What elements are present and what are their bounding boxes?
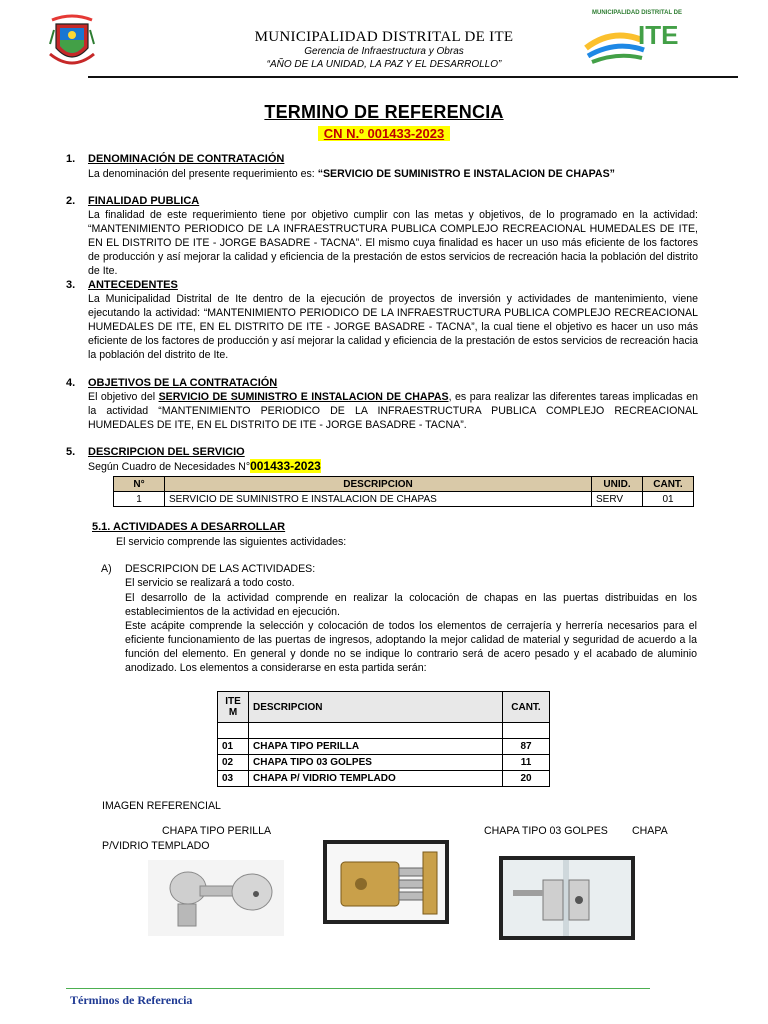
elements-table [217, 691, 550, 787]
table-row [218, 739, 550, 755]
table-row [218, 771, 550, 787]
spacer-row [218, 723, 550, 739]
document-title: TERMINO DE REFERENCIA [264, 102, 504, 122]
footer-text: Términos de Referencia [70, 993, 193, 1007]
cuadro-necesidades [88, 459, 321, 474]
section-1-service-name: “SERVICIO DE SUMINISTRO E INSTALACION DE CHAPAS” [317, 168, 615, 180]
col-header-quantity: CANT. [643, 477, 694, 492]
table-row [114, 492, 694, 507]
section-2-text: La finalidad de este requerimiento tiene por objetivo cumplir con las metas y objetivos, de lo programado en la actividad: “MANTENIMIENTO PERIODICO DE LA INFRAESTRUCTURA PUBLICA COMPLEJO RECREACIONAL HUMEDALES DE ITE, EN EL DISTRITO DE ITE - JORGE BASADRE - TACNA”. El mismo cuya finalidad es hacer un uso más eficiente de los factores de producción y así mejorar la calidad y eficiencia de la prestación de estos servicios de recreación hacia la población del distrito de Ite. [88, 209, 698, 277]
cell-desc: CHAPA TIPO 03 GOLPES [249, 755, 503, 771]
image-caption-3b: P/VIDRIO TEMPLADO [102, 840, 210, 852]
col-header-item [218, 692, 249, 723]
header-motto: “AÑO DE LA UNIDAD, LA PAZ Y EL DESARROLLO” [266, 59, 502, 70]
activity-p2: El desarrollo de la actividad comprende en realizar la colocación de chapas en las puertas distribuidas en los establecimientos de la actividad en ejecución. [125, 592, 697, 618]
knob-lock-image [148, 860, 284, 936]
header-title: MUNICIPALIDAD DISTRITAL DE ITE [254, 29, 514, 45]
cell-item: 01 [218, 739, 249, 755]
section-2-heading: FINALIDAD PUBLICA [88, 195, 200, 207]
header-divider [88, 76, 738, 78]
glass-door-lock-image [499, 856, 635, 940]
service-table [113, 476, 694, 507]
section-4-text [88, 390, 698, 432]
section-5-number: 5. [66, 446, 76, 458]
image-caption-1: CHAPA TIPO PERILLA [162, 825, 272, 837]
col-header-description: DESCRIPCION [165, 477, 592, 492]
section-4-text-rest: , es para realizar las diferentes tareas implicadas en la actividad “MANTENIMIENTO PERIODICO DE LA INFRAESTRUCTURA PUBLICA COMPLEJO RECREACIONAL HUMEDALES DE ITE, EN EL DISTRITO DE ITE - JORGE BASADRE - TACNA”. [88, 391, 698, 431]
section-4-number: 4. [66, 377, 76, 389]
cuadro-label: Según Cuadro de Necesidades N° [88, 461, 251, 473]
service-table-header [114, 477, 694, 492]
col-header-unit: UNID. [592, 477, 643, 492]
subsection-5-1-title: 5.1. ACTIVIDADES A DESARROLLAR [92, 521, 286, 533]
activity-a-heading: DESCRIPCION DE LAS ACTIVIDADES: [125, 563, 316, 575]
section-2-number: 2. [66, 195, 76, 207]
section-4-text-lead: El objetivo del [88, 391, 159, 403]
cell-cant: 11 [503, 755, 550, 771]
section-1-text [88, 167, 698, 181]
table-row [218, 755, 550, 771]
image-caption-3a: CHAPA [632, 825, 668, 837]
cell-cant: 87 [503, 739, 550, 755]
section-1-text-lead: La denominación del presente requerimiento es: [88, 168, 318, 180]
ite-logo-top-text: MUNICIPALIDAD DISTRITAL DE [592, 10, 682, 16]
footer-divider [66, 988, 650, 989]
col-header-desc: DESCRIPCION [249, 692, 503, 723]
deadbolt-lock-image [323, 840, 449, 924]
section-4-heading: OBJETIVOS DE LA CONTRATACIÓN [88, 377, 278, 389]
section-3-text: La Municipalidad Distrital de Ite dentro de la ejecución de proyectos de inversión y actividades de mantenimiento, viene ejecutando la actividad: “MANTENIMIENTO PERIODICO DE LA INFRAESTRUCTURA PUBLICA COMPLEJO RECREACIONAL HUMEDALES DE ITE, EN EL DISTRITO DE ITE - JORGE BASADRE - TACNA”, la cual tiene el objetivo es hacer un uso más eficiente de los factores de producción y así mejorar la calidad y eficiencia de la prestación de estos servicios de recreación hacia la población del distrito de Ite. [88, 293, 698, 361]
cell-desc: CHAPA TIPO PERILLA [249, 739, 503, 755]
col-header-item-text: ITEM [225, 696, 241, 718]
section-5-heading: DESCRIPCION DEL SERVICIO [88, 446, 245, 458]
header-subtitle: Gerencia de Infraestructura y Obras [304, 46, 464, 57]
cell-cant: 20 [503, 771, 550, 787]
cell-quantity: 01 [643, 492, 694, 507]
cell-unit: SERV [592, 492, 643, 507]
activity-p1: El servicio se realizará a todo costo. [125, 577, 295, 589]
subsection-5-1-intro: El servicio comprende las siguientes actividades: [116, 536, 347, 548]
subsection-5-1-heading [92, 521, 285, 533]
col-header-cant: CANT. [503, 692, 550, 723]
section-1-heading: DENOMINACIÓN DE CONTRATACIÓN [88, 153, 285, 165]
cell-desc: CHAPA P/ VIDRIO TEMPLADO [249, 771, 503, 787]
cn-number: CN N.º 001433-2023 [318, 126, 450, 141]
section-3-number: 3. [66, 279, 76, 291]
image-caption-2: CHAPA TIPO 03 GOLPES [484, 825, 608, 837]
images-heading: IMAGEN REFERENCIAL [102, 800, 221, 812]
ite-logo-word: ITE [638, 20, 679, 50]
cell-description: SERVICIO DE SUMINISTRO E INSTALACION DE CHAPAS [165, 492, 592, 507]
cell-item: 03 [218, 771, 249, 787]
col-header-number: N° [114, 477, 165, 492]
elements-table-header [218, 692, 550, 723]
activity-a-label: A) [101, 563, 112, 575]
section-4-service-name: SERVICIO DE SUMINISTRO E INSTALACION DE CHAPAS [158, 391, 449, 403]
ite-logo [582, 10, 692, 68]
section-1-number: 1. [66, 153, 76, 165]
activity-p3: Este acápite comprende la selección y colocación de todos los elementos de cerrajería y herrería necesarios para el eficiente funcionamiento de las puertas de ingresos, adoptando la mejor calidad de material y seguridad de acuerdo a la función del elemento. En general y donde no se indique lo contrario será de acero pesado y el acabado de aluminio anodizado. Los elementos a considerarse en esta partida serán: [125, 620, 697, 674]
cell-number: 1 [114, 492, 165, 507]
cell-item: 02 [218, 755, 249, 771]
section-3-heading: ANTECEDENTES [88, 279, 178, 291]
cuadro-number: 001433-2023 [250, 459, 321, 473]
